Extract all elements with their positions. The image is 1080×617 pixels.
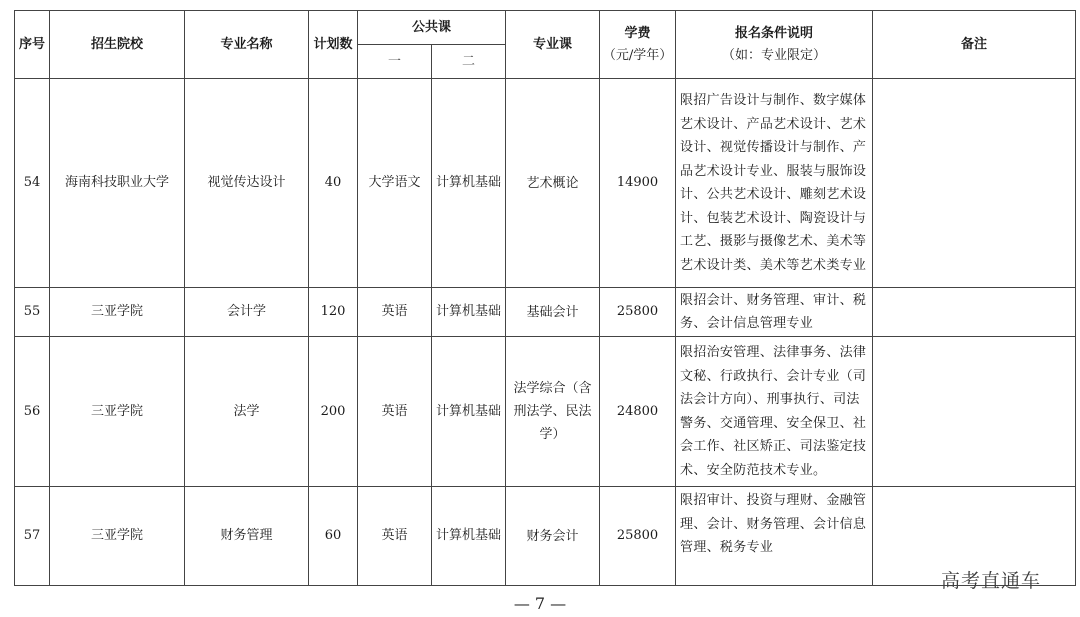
cell-seq: 55 [15, 288, 50, 337]
cell-conditions: 限招治安管理、法律事务、法律文秘、行政执行、会计专业（司法会计方向）、刑事执行、司法警务、交通管理、安全保卫、社会工作、社区矫正、司法鉴定技术、安全防范技术专业。 [676, 337, 873, 487]
table-row [15, 288, 1076, 337]
cell-specialty: 基础会计 [506, 288, 600, 337]
cell-school: 三亚学院 [50, 337, 185, 487]
cell-school: 三亚学院 [50, 487, 185, 586]
cell-major: 会计学 [185, 288, 309, 337]
cell-plan: 40 [309, 79, 358, 288]
cell-specialty: 艺术概论 [506, 79, 600, 288]
cell-fee: 24800 [600, 337, 676, 487]
cell-school: 三亚学院 [50, 288, 185, 337]
cell-fee: 25800 [600, 487, 676, 586]
header-conditions [676, 11, 873, 79]
cell-plan: 120 [309, 288, 358, 337]
cell-public-2: 计算机基础 [432, 487, 506, 586]
table-row [15, 337, 1076, 487]
cell-major: 财务管理 [185, 487, 309, 586]
header-fee-line2: （元/学年） [602, 47, 673, 63]
cell-fee: 25800 [600, 288, 676, 337]
header-school: 招生院校 [50, 11, 185, 79]
cell-public-1: 英语 [358, 288, 432, 337]
header-public-1: 一 [358, 45, 432, 79]
cell-plan: 200 [309, 337, 358, 487]
header-major: 专业名称 [185, 11, 309, 79]
header-public-2: 二 [432, 45, 506, 79]
cell-remark [873, 337, 1076, 487]
header-plan: 计划数 [309, 11, 358, 79]
header-fee [600, 11, 676, 79]
cell-plan: 60 [309, 487, 358, 586]
table-row [15, 79, 1076, 288]
cell-public-1: 大学语文 [358, 79, 432, 288]
cell-remark [873, 288, 1076, 337]
cell-public-1: 英语 [358, 487, 432, 586]
cell-seq: 54 [15, 79, 50, 288]
cell-conditions: 限招审计、投资与理财、金融管理、会计、财务管理、会计信息管理、税务专业 [676, 487, 873, 586]
header-specialty: 专业课 [506, 11, 600, 79]
cell-major: 法学 [185, 337, 309, 487]
cell-major: 视觉传达设计 [185, 79, 309, 288]
cell-seq: 57 [15, 487, 50, 586]
cell-conditions: 限招会计、财务管理、审计、税务、会计信息管理专业 [676, 288, 873, 337]
watermark: 高考直通车 [941, 570, 1042, 592]
header-remark: 备注 [873, 11, 1076, 79]
admissions-table [14, 10, 1076, 586]
cell-fee: 14900 [600, 79, 676, 288]
cell-seq: 56 [15, 337, 50, 487]
cell-public-2: 计算机基础 [432, 79, 506, 288]
cell-conditions: 限招广告设计与制作、数字媒体艺术设计、产品艺术设计、艺术设计、视觉传播设计与制作、产品艺术设计专业、服装与服饰设计、公共艺术设计、雕刻艺术设计、包装艺术设计、陶瓷设计与工艺、摄影与摄像艺术、美术等艺术设计类、美术等艺术类专业 [676, 79, 873, 288]
table-row [15, 487, 1076, 586]
header-seq: 序号 [15, 11, 50, 79]
cell-specialty: 财务会计 [506, 487, 600, 586]
header-conditions-line1: 报名条件说明 [735, 25, 814, 41]
cell-specialty: 法学综合（含刑法学、民法学） [506, 337, 600, 487]
header-public: 公共课 [358, 11, 506, 45]
cell-remark [873, 79, 1076, 288]
cell-public-2: 计算机基础 [432, 337, 506, 487]
cell-school: 海南科技职业大学 [50, 79, 185, 288]
cell-public-2: 计算机基础 [432, 288, 506, 337]
page-number: — 7 — [513, 594, 567, 613]
header-conditions-line2: （如：专业限定） [722, 47, 827, 63]
cell-public-1: 英语 [358, 337, 432, 487]
header-fee-line1: 学费 [624, 25, 651, 41]
